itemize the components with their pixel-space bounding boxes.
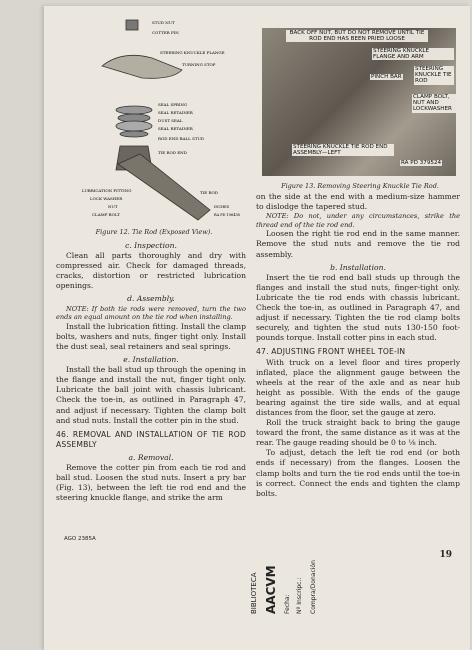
left-col-sub-8: a. Removal. [128, 452, 174, 462]
label-nut: NUT [108, 204, 118, 209]
stamp-aacvm: AACVM [264, 565, 278, 614]
right-col-note-1: NOTE: Do not, under any circumstances, strike the thread end of the tie rod end. [256, 212, 460, 229]
right-col-sub-3: b. Installation. [330, 262, 386, 272]
label-ball-stud: ROD END BALL STUD [158, 136, 205, 141]
label-ra-pd: RA PD 196458 [214, 213, 240, 217]
label-lock-washer: LOCK WASHER [90, 196, 123, 201]
page-number: 19 [439, 550, 452, 560]
library-stamp [240, 554, 360, 616]
right-col-p-2: Loosen the right tie rod end in the same manner. Remove the stud nuts and remove the tie rod assembly. [256, 229, 460, 259]
label-clamp-bolt-nut: CLAMP BOLT, NUT AND LOCKWASHER [412, 94, 456, 113]
right-col-p-4: Insert the tie rod end ball studs up through the flanges and install the stud nuts, finger-tight only. Lubricate the tie rod ends with chassis lubricant. Check the toe-in, as outlined in Paragraph 47, and adjust if necessary. Tighten the tie rod clamp bolts securely, and tighten the stud nuts 130-150 foot-pounds torque. Install cotter pins in each stud. [256, 272, 460, 343]
right-col-sec-5: 47. ADJUSTING FRONT WHEEL TOE-IN [256, 347, 406, 357]
document-page [44, 6, 470, 650]
label-dust-seal: DUST SEAL [158, 118, 183, 123]
left-col-note-3: NOTE: If both tie rods were removed, turn the two ends an equal amount on the tie rod when installing. [56, 304, 246, 322]
right-col-p-6: With truck on a level floor and tires properly inflated, place the alignment gauge between the wheels at the rear of the axle and as near hub height as possible. With the ends of the gauge bearing against the tire side walls, and at equal distances from the floor, set the gauge at zero. [256, 357, 460, 417]
stamp-biblioteca: BIBLIOTECA [250, 572, 258, 614]
label-tie-rod-end: TIE ROD END [158, 150, 187, 155]
label-seal-retainer-2: SEAL RETAINER [158, 126, 193, 131]
right-col-p-7: Roll the truck straight back to bring the gauge toward the front, the same distance as it was at the rear. The gauge reading should be 0 to ⅛ inch. [256, 418, 460, 448]
label-knuckle-tie-rod: STEERING KNUCKLE TIE ROD [414, 66, 454, 85]
right-col-p0-0: on the side at the end with a medium-size hammer to dislodge the tapered stud. [256, 192, 460, 212]
figure-12-caption: Figure 12. Tie Rod (Exposed View). [95, 228, 213, 236]
label-knuckle-flange-arm: STEERING KNUCKLE FLANGE AND ARM [372, 48, 454, 60]
stamp-compra: Compra/Donación [310, 560, 317, 614]
left-column [56, 238, 246, 503]
label-stud-nut: STUD NUT [152, 20, 175, 25]
label-clamp-bolt: CLAMP BOLT [92, 212, 120, 217]
label-seal-spring: SEAL SPRING [158, 102, 188, 107]
label-tie-rod-end-assembly: STEERING KNUCKLE TIE ROD END ASSEMBLY—LEFT [292, 144, 394, 156]
label-ra-pd-photo: RA PD 379524 [401, 160, 442, 166]
stamp-fecha: Fecha: [284, 594, 291, 614]
left-col-p-1: Clean all parts thoroughly and dry with compressed air. Check for damaged threads, cracks, distortion or restricted lubrication openings. [56, 251, 246, 291]
footer-code: AGO 2385A [64, 536, 96, 542]
figure-13-caption: Figure 13. Removing Steering Knuckle Tie Rod. [281, 182, 439, 190]
label-cotter-pin: COTTER PIN [152, 30, 179, 35]
label-lubrication-fitting: LUBRICATION FITTING [82, 188, 132, 193]
label-inches: INCHES [214, 205, 230, 209]
right-column [256, 192, 460, 499]
left-col-p-4: Install the lubrication fitting. Install the clamp bolts, washers and nuts, finger tight only. Install the dust seal, seal retainers and seal springs. [56, 321, 246, 351]
left-col-p-9: Remove the cotter pin from each tie rod and ball stud. Loosen the stud nuts. Insert a pry bar (Fig. 13), between the left tie rod end and the steering knuckle flange, and strike the arm [56, 462, 246, 503]
label-knuckle-flange: STEERING KNUCKLE FLANGE [160, 50, 225, 55]
label-tie-rod: TIE ROD [200, 190, 218, 195]
label-pinch-bar: PINCH BAR [371, 74, 402, 80]
left-col-sub-2: d. Assembly. [127, 294, 175, 304]
tie-rod-removal-photo [262, 28, 456, 176]
label-seal-retainer: SEAL RETAINER [158, 110, 193, 115]
left-col-sec-7: 46. REMOVAL AND INSTALLATION OF TIE ROD ASSEMBLY [56, 429, 246, 449]
left-col-p-6: Install the ball stud up through the opening in the flange and install the nut, finger tight only. Lubricate the ball joint with chassis lubricant. Check the toe-in, as outlined in Paragraph 47, and adjust if necessary. Tighten the clamp bolt and stud nuts. Install the cotter pin in the stud. [56, 365, 246, 425]
label-turning-stop: TURNING STOP [182, 62, 216, 67]
tie-rod-exploded-figure [82, 14, 252, 226]
left-col-sub-0: c. Inspection. [125, 241, 177, 250]
stamp-inscripcion: Nº Inscripc.: [296, 577, 303, 614]
left-col-sub-5: e. Installation. [123, 355, 179, 365]
right-col-p-8: To adjust, detach the left tie rod end (or both ends if necessary) from the flanges. Loosen the clamp bolts and turn the tie rod ends until the toe-in is correct. Connect the ends and tighten the clamp bolts. [256, 448, 460, 498]
callout-back-off-nut: BACK OFF NUT, BUT DO NOT REMOVE UNTIL TIE ROD END HAS BEEN PRIED LOOSE [286, 30, 428, 42]
